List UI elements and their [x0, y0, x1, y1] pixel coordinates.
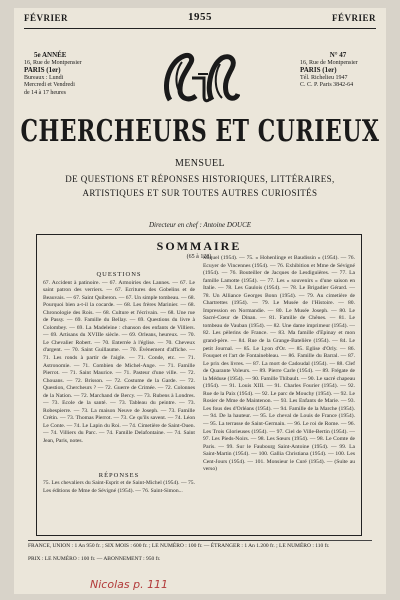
reponses-heading: RÉPONSES	[98, 471, 140, 479]
hours-line-2: Mercredi et Vendredi	[24, 82, 75, 88]
header-year: 1955	[188, 11, 212, 23]
director-line: Directeur en chef : Antoine DOUCE	[148, 221, 252, 229]
sommaire-right-column: Miquel (1954). — 75. « Hohenlinge et Baudissin » (1954). — 76. Ecuyer de Vincennes (1954). — 76. Exhibition et Mme de Sévigné (1954). — 76. Bouteiller de Jacques de Lesdiguières. — 77. La famille Lamotte (1954). — 77. Les « souvenirs » d'une saison en Italie. — 78. Les Gaulois (1954). — 78. Le Brigadier Gérard. — 78. Un Alliance Georges Bonn (1954). — 79. Au cimetière de Chartrettes (1954). — 79. Le Musée de l'Histoire. — 80. Impression en Normandie. — 80. Le Musée Joseph. — 80. Le Sacré-Cœur de Dinan. — 81. Famille de Chênes. — 81. Le tombeau de Vauban (1954). — 82. Une dame imprimeur (1954). — 82. Les pèlerins de France. — 83. Ma famille d'Epinay et mon grand-père. — 84. Rue de la Grange-Batelière (1954). — 84. Le petit Journal. — 85. Le Lyon d'Or. — 85. Eglise d'Orly. — 86. Fouquet et l'art de Fontainebleau. — 86. Famille du Barral. — 87. Le prix des livres. — 87. La mort de Cadoudal (1954). — 88. Clef de Quarante Voleurs. — 89. Pierre Carle (1954). — 89. Frégate de la Méduse (1954). — 90. Famille Thibault. — 90. Le sacré chapeau (1954). — 91. Louis XIII. — 91. Charles Fourier (1954). — 92. Rue de la Paix (1954). — 92. Le parc de Mouchy (1954). — 92. Le Rosier de Mme de Maintenon. — 93. Les Enfants de Marie. — 93. Les fous des d'Orléans (1954). — 94. Famille de la Marche (1954). — 94. De la hauteur. — 95. Le cheval de Louis de France (1954). — 95. La terrasse de Saint-Germain. — 96. Le roi de Rome. — 96. Les Trois Glorieuses (1954). — 97. Ciel de Ville-Bertin (1954). — 97. Les Pieds-Noirs. — 98. Les Sœurs (1954). — 98. Le Comte de Paris. — 99. Sur le Faubourg Saint-Antoine (1954). — 99. La Saint-Martin (1954). — 100. Gallia Christiana (1954). — 100. Les Cent-Jours (1954). — 101. Monsieur le Curé (1954). — (Suite au verso)	[203, 255, 355, 473]
hours-line-1: Bureaux : Lundi	[24, 74, 64, 81]
right-address: 16, Rue de Montpensier	[300, 59, 358, 66]
subtitle-mensuel: MENSUEL	[174, 158, 226, 169]
questions-text: 67. Accident à patinoire. — 67. Armoiries des Lannes. — 67. Le saint patron des verriers. — 67. Ecritures des Gobelins et de Beauvais. — 67. Saint Quiberon. — 67. Un simple tombeau. — 68. Pourquoi bien a-t-il la cocarde. — 68. Les frères Marinier. — 68. Chronologie des Rois. — 68. Culture et l'écrivain. — 68. Une rue de Passy. — 69. Famille du Bellay. — 69. Questions du livre à Colombey. — 69. La Madeleine : chanson des enfants de Villiers. — 69. Artisans du XVIIIe siècle. — 69. Orleans, heureux. — 70. Le Chevalier Robert. — 70. Enterrée à l'église. — 70. Cheveux d'argent. — 70. Saint Guillaume. — 70. Évènement d'affiche. — 71. Les ronds à partir de l'aigle. — 71. Conde, etc. — 71. Astronomie. — 71. Combien de Michel-Ange. — 71. Famille Pierrot. — 71. Saint Maurice. — 71. Pasteur d'une ville. — 72. Chouans. — 72. Brisson. — 72. Costume de la Garde. — 72. Question, Chercheurs ? — 72. Guerre de Crimée. — 72. Colonnes de la Nation. — 72. Marchand de Bercy. — 73. Rubens à Londres. — 73. Ecole de la santé. — 73. Tableau du peintre. — 73. Robespierre. — 73. La maison Neuve de Joseph. — 73. Famille Crétin. — 73. Thomas Pierrot. — 73. Ce qu'ils savent. — 74. Léon Le Conte. — 74. Le Lapin du Roi. — 74. Cimetière de Saint-Ouen. — 74. Villiers du Parc. — 74. Famille Delafontaine. — 74. Saint Jean, Paris, notes.	[43, 279, 195, 445]
year-label: 5e ANNÉE	[34, 51, 67, 59]
handwritten-annotation: Nicolas p. 111	[90, 578, 169, 591]
subtitle-line-3: ARTISTIQUES ET SUR TOUTES AUTRES CURIOSITÉS	[82, 188, 318, 198]
questions-heading: QUESTIONS	[96, 271, 142, 278]
footer-prices: FRANCE, UNION : 1 An 950 fr. ; SIX MOIS : 600 fr. ; LE NUMÉRO : 100 fr. — ÉTRANGER : 1 An 1.200 fr. ; LE NUMÉRO : 110 fr.	[28, 540, 372, 549]
footer-prices-2: PRIX : LE NUMÉRO : 100 fr. — ABONNEMENT : 950 fr.	[28, 556, 161, 562]
left-info-block	[24, 52, 82, 97]
header-month-right: FÉVRIER	[331, 13, 376, 23]
header-month-left: FÉVRIER	[24, 13, 69, 23]
sommaire-pages: (65 à 128)	[186, 254, 212, 260]
sommaire-title: SOMMAIRE	[156, 239, 242, 253]
journal-cover	[14, 8, 386, 594]
left-address: 16, Rue de Montpensier	[24, 59, 82, 66]
sommaire-left-column	[43, 271, 195, 531]
journal-logo	[160, 48, 240, 110]
right-city: PARIS (1er)	[300, 66, 337, 74]
subtitle-line-2: DE QUESTIONS ET RÉPONSES HISTORIQUES, LITTÉRAIRES,	[65, 174, 335, 184]
sommaire-box	[36, 234, 362, 536]
left-city: PARIS (1er)	[24, 66, 61, 74]
right-info-block	[300, 52, 376, 90]
hours-line-3: de 14 à 17 heures	[24, 89, 66, 96]
issue-number: N° 47	[329, 51, 347, 59]
phone: Tél. Richelieu 1947	[300, 74, 348, 81]
header-rule	[24, 28, 376, 29]
journal-title: CHERCHEURS ET CURIEUX	[20, 114, 380, 150]
ccp: C. C. P. Paris 3842-64	[300, 82, 354, 88]
reponses-text: 75. Les chevaliers du Saint-Esprit et de Saint-Michel (1954). — 75. Les éditions de Mme de Sévigné (1954). — 76. Saint-Simon...	[43, 480, 195, 494]
